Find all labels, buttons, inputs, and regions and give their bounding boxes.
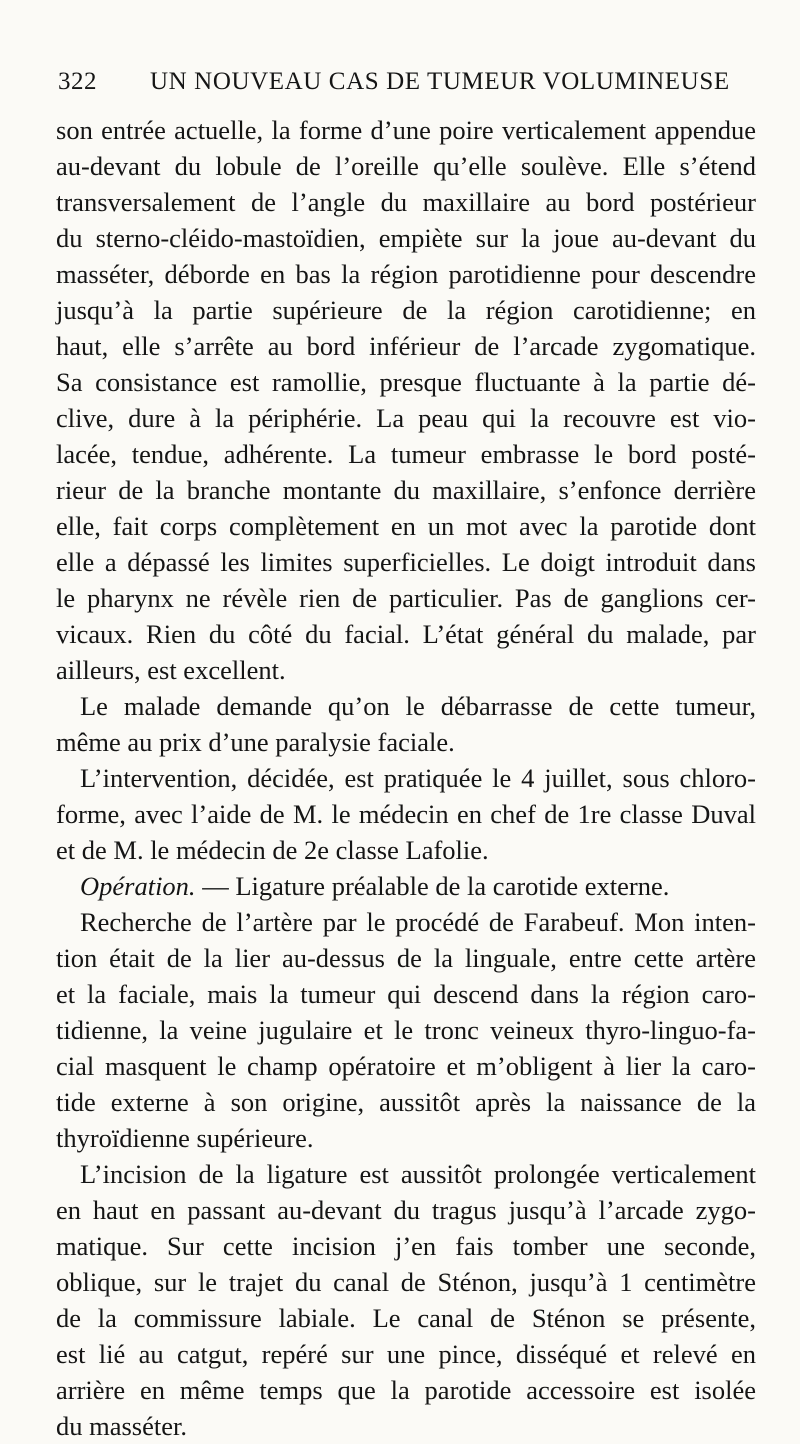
text-line: tion était de la lier au-dessus de la linguale, entre cette artère bbox=[56, 943, 756, 973]
text-line: elle a dépassé les limites superficielles. Le doigt introduit dans bbox=[56, 547, 756, 577]
page-number: 322 bbox=[58, 68, 97, 95]
text-line: haut, elle s’arrête au bord inférieur de l’arcade zygomatique. bbox=[56, 331, 756, 361]
text-line: son entrée actuelle, la forme d’une poire verticalement appendue bbox=[56, 115, 756, 145]
text-line: tide externe à son origine, aussitôt après la naissance de la bbox=[56, 1087, 756, 1117]
text-line: matique. Sur cette incision j’en fais tomber une seconde, bbox=[56, 1231, 756, 1261]
text-line: transversalement de l’angle du maxillaire au bord postérieur bbox=[56, 187, 756, 217]
text-line: tidienne, la veine jugulaire et le tronc veineux thyro-linguo-fa- bbox=[56, 1015, 756, 1045]
text-line: Le malade demande qu’on le débarrasse de cette tumeur, bbox=[80, 691, 756, 721]
text-line: du masséter. bbox=[56, 1411, 187, 1441]
running-header bbox=[58, 68, 744, 104]
text-line: Sa consistance est ramollie, presque fluctuante à la partie dé- bbox=[56, 367, 756, 397]
text-line: clive, dure à la périphérie. La peau qui la recouvre est vio- bbox=[56, 403, 756, 433]
text-line: rieur de la branche montante du maxillaire, s’enfonce derrière bbox=[56, 475, 756, 505]
text-line: de la commissure labiale. Le canal de Sténon se présente, bbox=[56, 1303, 756, 1333]
text-line: et de M. le médecin de 2e classe Lafolie. bbox=[56, 835, 489, 865]
text-line: vicaux. Rien du côté du facial. L’état général du malade, par bbox=[56, 619, 756, 649]
text-line: Recherche de l’artère par le procédé de Farabeuf. Mon inten- bbox=[80, 907, 756, 937]
text-line: lacée, tendue, adhérente. La tumeur embrasse le bord posté- bbox=[56, 439, 756, 469]
text-line: L’incision de la ligature est aussitôt prolongée verticalement bbox=[80, 1159, 756, 1189]
text-line: thyroïdienne supérieure. bbox=[56, 1123, 314, 1153]
text-line: forme, avec l’aide de M. le médecin en chef de 1re classe Duval bbox=[56, 799, 756, 829]
running-title: UN NOUVEAU CAS DE TUMEUR VOLUMINEUSE bbox=[150, 68, 730, 95]
text-line: le pharynx ne révèle rien de particulier. Pas de ganglions cer- bbox=[56, 583, 756, 613]
operation-text: — Ligature préalable de la carotide externe. bbox=[195, 871, 670, 901]
text-line: arrière en même temps que la parotide accessoire est isolée bbox=[56, 1375, 756, 1405]
text-line: au-devant du lobule de l’oreille qu’elle soulève. Elle s’étend bbox=[56, 151, 756, 181]
operation-label: Opération. bbox=[80, 871, 196, 901]
text-line: jusqu’à la partie supérieure de la région carotidienne; en bbox=[56, 295, 756, 325]
operation-heading-line bbox=[80, 868, 756, 904]
text-line: et la faciale, mais la tumeur qui descend dans la région caro- bbox=[56, 979, 756, 1009]
text-line: est lié au catgut, repéré sur une pince, disséqué et relevé en bbox=[56, 1339, 756, 1369]
text-line: ailleurs, est excellent. bbox=[56, 655, 286, 685]
text-line: cial masquent le champ opératoire et m’obligent à lier la caro- bbox=[56, 1051, 756, 1081]
text-line: même au prix d’une paralysie faciale. bbox=[56, 727, 455, 757]
text-line: L’intervention, décidée, est pratiquée le 4 juillet, sous chloro- bbox=[80, 763, 756, 793]
text-line: oblique, sur le trajet du canal de Sténon, jusqu’à 1 centimètre bbox=[56, 1267, 756, 1297]
text-line: du sterno-cléido-mastoïdien, empiète sur la joue au-devant du bbox=[56, 223, 756, 253]
text-line: elle, fait corps complètement en un mot avec la parotide dont bbox=[56, 511, 756, 541]
text-line: en haut en passant au-devant du tragus jusqu’à l’arcade zygo- bbox=[56, 1195, 756, 1225]
text-line: masséter, déborde en bas la région parotidienne pour descendre bbox=[56, 259, 756, 289]
